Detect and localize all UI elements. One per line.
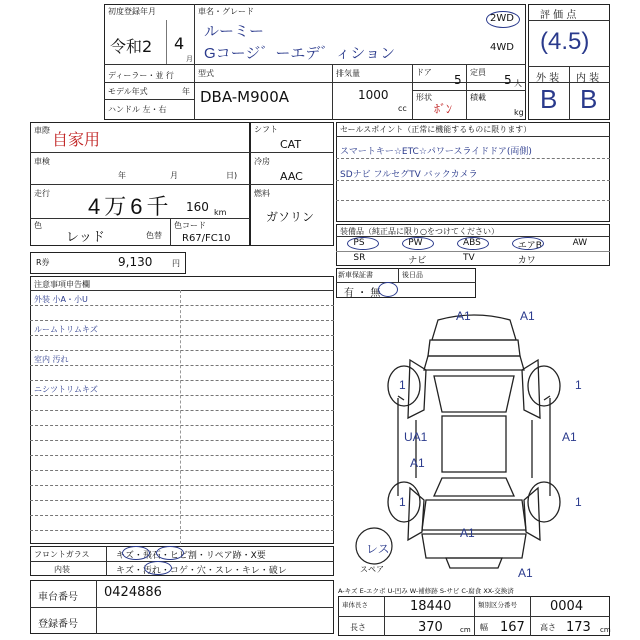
interior-damage-label: 内装	[54, 565, 70, 574]
ac-value: AAC	[280, 170, 303, 183]
registration-era: 令和2	[110, 37, 153, 56]
equipment-item: PS	[353, 238, 365, 248]
score-value: (4.5)	[540, 28, 590, 55]
overall-label: 車体長さ	[342, 601, 368, 609]
shape-label: 形状	[416, 93, 432, 102]
mileage-extra: 160	[186, 200, 209, 214]
dealer-label: ディーラー・並 行	[108, 71, 174, 80]
damage-mark: 1	[575, 378, 582, 392]
damage-mark: 1	[575, 495, 582, 509]
door-value: 5	[454, 73, 462, 87]
note-item: ニシツトリムキズ	[34, 385, 98, 394]
equipment-circle	[457, 237, 489, 250]
spare-label: スペア	[360, 565, 384, 574]
front-glass-label: フロントガラス	[34, 550, 90, 559]
registration-label: 登録番号	[38, 619, 78, 630]
damage-mark: A1	[562, 430, 577, 444]
later-items-label: 後日品	[402, 271, 423, 279]
car-grade: Gコージ゛ーエデ゛ィション	[204, 45, 396, 62]
damage-legend: A-キズ E-エクボ U-凹み W-補修跡 S-サビ C-腐食 XX-交換済	[338, 587, 514, 595]
equipment-item: ABS	[463, 238, 481, 248]
exterior-label: 外 装	[536, 73, 560, 84]
length-value: 370	[418, 620, 443, 635]
capacity-value: 5	[504, 73, 512, 87]
drive-4wd: 4WD	[490, 42, 514, 53]
equipment-item: エアB	[517, 241, 542, 251]
car-name: ルーミー	[204, 23, 265, 40]
damage-mark: 1	[399, 378, 406, 392]
inspection-label: 車検	[34, 157, 50, 166]
shift-value: CAT	[280, 138, 302, 151]
width-label: 幅	[480, 623, 488, 632]
warranty-none-circle	[378, 282, 398, 297]
ac-label: 冷房	[254, 157, 270, 166]
score-label: 評 価 点	[540, 10, 577, 21]
damage-mark: A1	[410, 456, 425, 470]
equipment-item: カワ	[517, 256, 536, 266]
shape-value: ﾎﾞﾝ	[434, 102, 453, 116]
class-value: 0004	[550, 599, 584, 614]
equipment-circle	[347, 237, 379, 250]
note-item: 室内 汚れ	[34, 355, 69, 364]
interior-damage-items: キズ・汚れ・コゲ・穴・スレ・キレ・破レ	[116, 566, 287, 576]
damage-mark: A1	[456, 309, 471, 323]
chassis-value: 0424886	[104, 585, 162, 600]
handle-label: ハンドル 左・右	[108, 105, 167, 114]
capacity-label: 定員	[470, 68, 486, 77]
color-code-value: R67/FC10	[182, 233, 231, 244]
chassis-label: 車台番号	[38, 592, 78, 603]
fuel-value: ガソリン	[266, 210, 315, 224]
class-label: 類別区分番号	[478, 601, 517, 609]
color-code-label: 色コード	[174, 221, 206, 230]
damage-mark: A1	[460, 526, 475, 540]
sales-point-title: セールスポイント（正常に機能するものに限ります）	[340, 125, 532, 134]
equipment-item: ナビ	[408, 256, 427, 266]
note-item: 外装 小A・小U	[34, 295, 88, 304]
damage-mark: A1	[520, 309, 535, 323]
sales-point-line-2: SDナビ フルセグTV バックカメラ	[340, 170, 478, 180]
warranty-value: 有 ・ 無	[344, 288, 381, 299]
equipment-circle	[512, 237, 544, 250]
note-item: ルームトリムキズ	[34, 325, 98, 334]
use-label: 車際	[34, 126, 50, 135]
fuel-label: 燃料	[254, 189, 270, 198]
equipment-item: AW	[572, 238, 588, 248]
recycle-label: R券	[36, 258, 50, 267]
height-label: 高さ	[540, 623, 556, 632]
type-label: 型式	[198, 69, 214, 78]
use-value: 自家用	[52, 132, 101, 149]
length-label: 長さ	[350, 623, 366, 632]
notes-title: 注意事項申告欄	[34, 280, 90, 289]
color-label: 色	[34, 221, 42, 230]
equipment-item: PW	[408, 238, 423, 248]
spare-mark: レス	[366, 542, 390, 556]
displacement-label: 排気量	[336, 69, 360, 78]
model-year-label: モデル年式	[108, 87, 148, 96]
color-value: レッド	[66, 229, 105, 244]
type-value: DBA-M900A	[200, 88, 290, 106]
equipment-item: TV	[463, 253, 475, 263]
damage-mark: UA1	[404, 430, 428, 444]
door-label: ドア	[416, 68, 432, 77]
interior-grade: B	[580, 84, 598, 114]
first-registration-label: 初度登録年月	[108, 7, 156, 16]
width-value: 167	[500, 620, 525, 635]
equipment-title: 装備品（純正品に限り○をつけてください）	[340, 227, 499, 236]
damage-mark: A1	[518, 566, 533, 580]
interior-label: 内 装	[576, 73, 600, 84]
damage-mark: 1	[399, 495, 406, 509]
drive-2wd: 2WD	[490, 13, 514, 24]
displacement-value: 1000	[358, 88, 389, 102]
exterior-grade: B	[540, 84, 558, 114]
color-change-label: 色替	[146, 231, 162, 240]
mileage-label: 走行	[34, 189, 50, 198]
equipment-item: SR	[353, 253, 366, 263]
sales-point-line-1: スマートキー☆ETC☆パワースライドドア(両側)	[340, 147, 532, 157]
recycle-value: 9,130	[118, 255, 153, 269]
new-car-warranty-label: 新車保証書	[338, 271, 373, 279]
equipment-circle	[402, 237, 434, 250]
recycle-box	[30, 252, 186, 274]
mileage-value: 4万6千	[88, 194, 173, 219]
load-label: 積載	[470, 93, 486, 102]
overall-value: 18440	[410, 599, 452, 614]
car-name-label: 車名・グレード	[198, 7, 254, 16]
registration-month: 4	[174, 34, 185, 53]
height-value: 173	[566, 620, 591, 635]
front-glass-items: キズ・飛石・ヒビ割・リペア跡・X要	[116, 551, 266, 561]
shift-label: シフト	[254, 125, 278, 134]
